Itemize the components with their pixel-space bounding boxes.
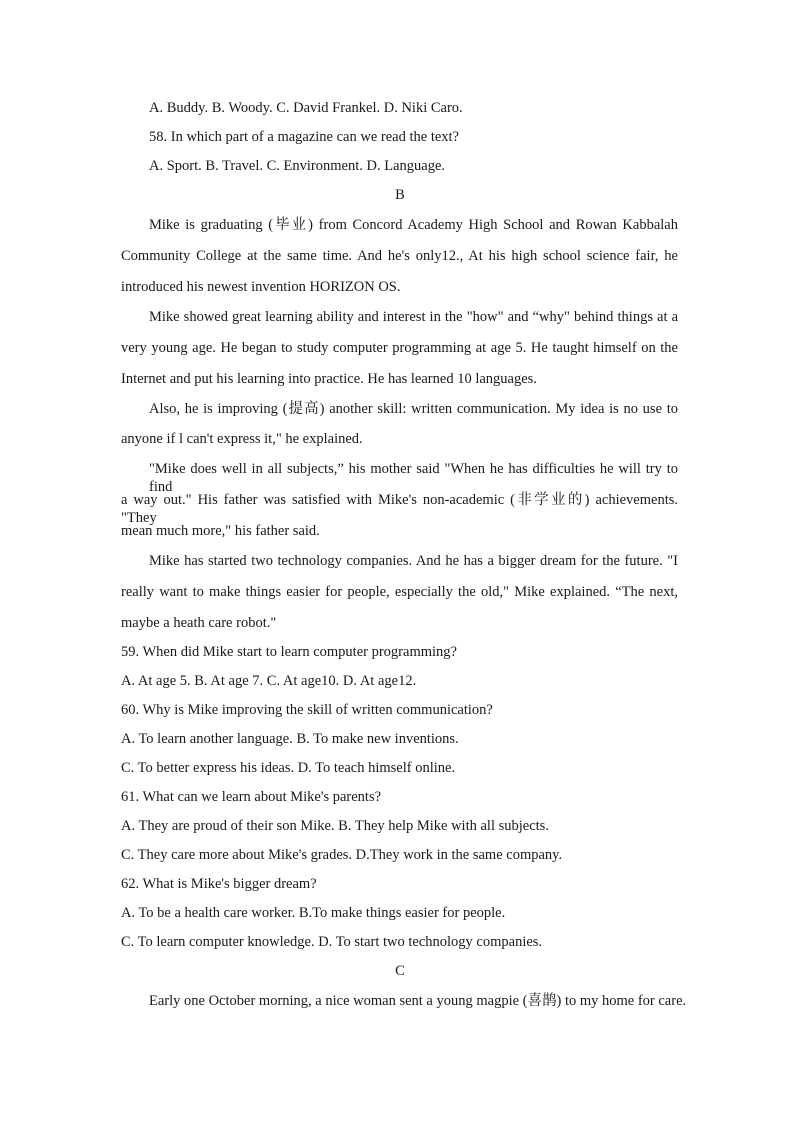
passage-b-line: anyone if l can't express it," he explained.	[121, 431, 363, 447]
q58-question: 58. In which part of a magazine can we read the text?	[149, 129, 459, 145]
q60-question: 60. Why is Mike improving the skill of written communication?	[121, 702, 493, 718]
passage-b-line: Internet and put his learning into practice. He has learned 10 languages.	[121, 371, 537, 387]
q58-options: A. Sport. B. Travel. C. Environment. D. Language.	[149, 158, 446, 174]
section-c-heading: C	[395, 963, 405, 979]
q62-question: 62. What is Mike's bigger dream?	[121, 876, 317, 892]
q60-options: A. To learn another language. B. To make new inventions.	[121, 731, 459, 747]
passage-b-line: a way out." His father was satisfied with Mike's non-academic (非学业的) achievements. "They	[121, 492, 678, 526]
passage-b-line: Mike showed great learning ability and interest in the "how" and “why" behind things at a	[149, 309, 678, 325]
q57-options: A. Buddy. B. Woody. C. David Frankel. D. Niki Caro.	[149, 100, 463, 116]
passage-b-line: maybe a heath care robot."	[121, 615, 277, 631]
passage-b-line: Community College at the same time. And he's only12., At his high school science fair, he	[121, 248, 678, 264]
passage-b-line: very young age. He began to study computer programming at age 5. He taught himself on the	[121, 340, 678, 356]
q59-options: A. At age 5. B. At age 7. C. At age10. D. At age12.	[121, 673, 417, 689]
passage-b-line: Also, he is improving (提高) another skill: written communication. My idea is no use to	[149, 401, 678, 417]
q61-question: 61. What can we learn about Mike's parents?	[121, 789, 382, 805]
q59-question: 59. When did Mike start to learn computer programming?	[121, 644, 457, 660]
q61-options: C. They care more about Mike's grades. D.They work in the same company.	[121, 847, 563, 863]
q62-options: C. To learn computer knowledge. D. To start two technology companies.	[121, 934, 543, 950]
q62-options: A. To be a health care worker. B.To make things easier for people.	[121, 905, 506, 921]
passage-b-line: introduced his newest invention HORIZON OS.	[121, 279, 401, 295]
passage-b-line: "Mike does well in all subjects,” his mother said "When he has difficulties he will try to find	[149, 461, 678, 495]
section-b-heading: B	[395, 187, 405, 203]
q60-options: C. To better express his ideas. D. To teach himself online.	[121, 760, 456, 776]
q61-options: A. They are proud of their son Mike. B. They help Mike with all subjects.	[121, 818, 549, 834]
passage-b-line: really want to make things easier for people, especially the old," Mike explained. “The next,	[121, 584, 678, 600]
passage-b-line: mean much more," his father said.	[121, 523, 320, 539]
passage-c-line: Early one October morning, a nice woman sent a young magpie (喜鹊) to my home for care.	[149, 993, 687, 1009]
passage-b-line: Mike has started two technology companies. And he has a bigger dream for the future. "I	[149, 553, 678, 569]
passage-b-line: Mike is graduating (毕业) from Concord Academy High School and Rowan Kabbalah	[149, 217, 678, 233]
